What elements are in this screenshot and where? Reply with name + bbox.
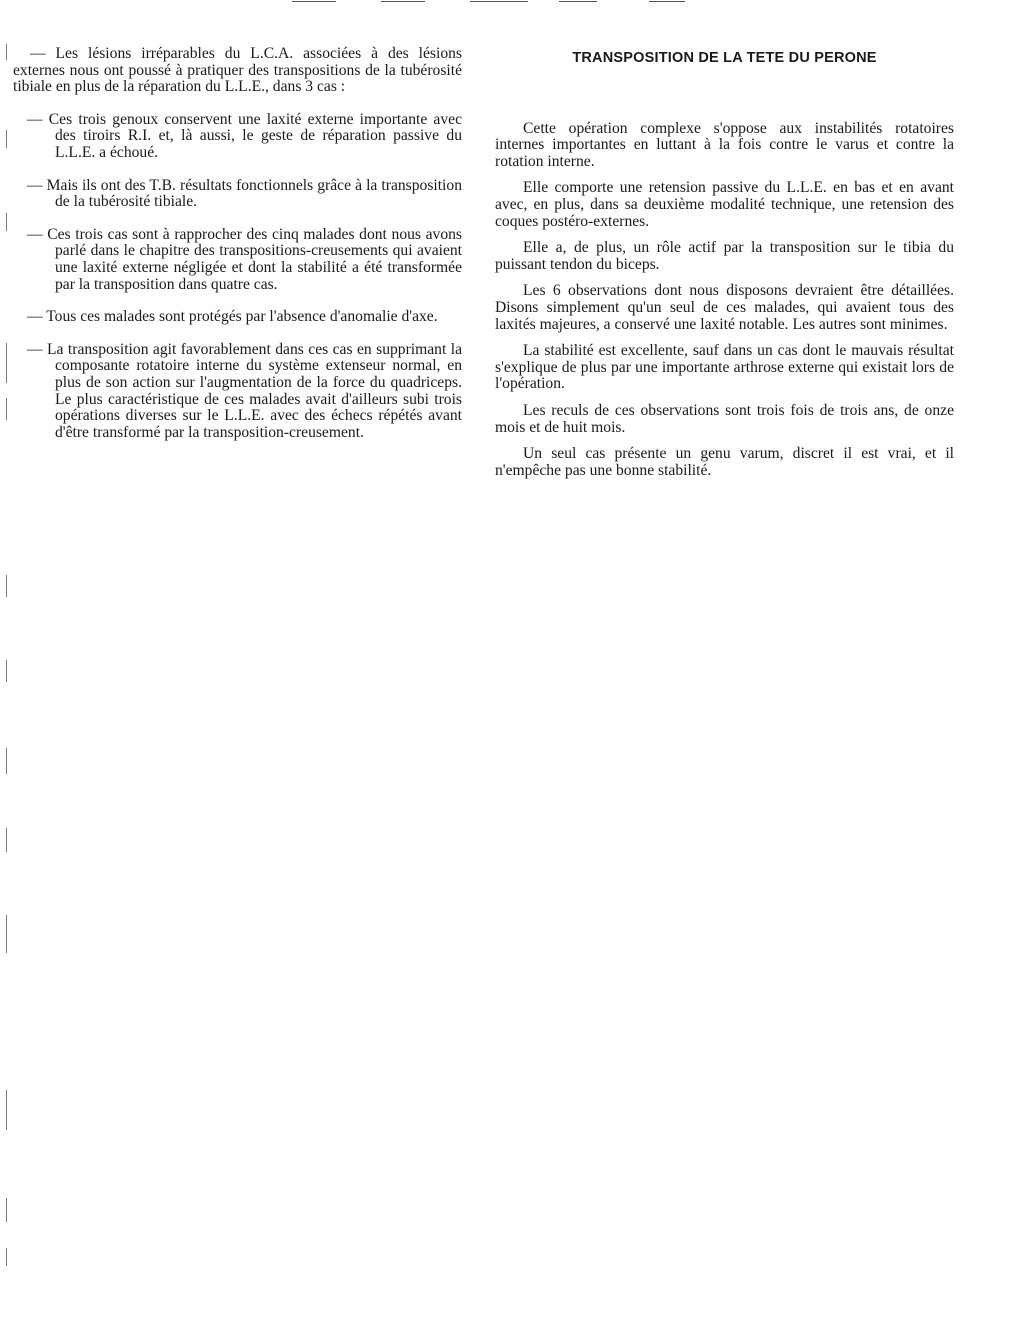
body-paragraph: Elle a, de plus, un rôle actif par la transposition sur le tibia du puissant tendon du biceps. bbox=[495, 239, 954, 273]
margin-mark bbox=[6, 915, 7, 953]
top-scan-rules bbox=[0, 0, 1010, 6]
margin-mark bbox=[6, 398, 7, 420]
margin-mark bbox=[6, 130, 7, 148]
margin-mark bbox=[6, 1090, 7, 1130]
body-paragraph: Un seul cas présente un genu varum, discret il est vrai, et il n'empêche pas une bonne stabilité. bbox=[495, 445, 954, 479]
body-paragraph: Elle comporte une retension passive du L.L.E. en bas et en avant avec, en plus, dans sa deuxième modalité technique, une retension des coques postéro-externes. bbox=[495, 179, 954, 230]
body-paragraph: Les reculs de ces observations sont trois fois de trois ans, de onze mois et de huit mois. bbox=[495, 401, 954, 436]
scan-rule bbox=[470, 1, 528, 2]
margin-mark bbox=[6, 575, 7, 597]
margin-mark bbox=[6, 1198, 7, 1222]
left-column bbox=[13, 46, 462, 457]
scan-rule bbox=[292, 1, 336, 2]
dash-item: — Tous ces malades sont protégés par l'absence d'anomalie d'axe. bbox=[27, 308, 438, 326]
margin-mark bbox=[6, 748, 7, 774]
margin-mark bbox=[6, 1248, 7, 1266]
body-paragraph: La stabilité est excellente, sauf dans un cas dont le mauvais résultat s'explique de plus par une importante arthrose externe qui existait lors de l'opération. bbox=[495, 342, 954, 393]
right-column bbox=[495, 46, 954, 489]
body-paragraph: Les 6 observations dont nous disposons devraient être détaillées. Disons simplement qu'un seul de ces malades, qui avaient tous des laxités majeures, a conservé une laxité notable. Les autres sont minimes. bbox=[495, 282, 954, 333]
dash-item: — Ces trois cas sont à rapprocher des cinq malades dont nous avons parlé dans le chapitre des transpositions-creusements qui avaient une laxité externe négligée et dont la stabilité a été transformée par la transposition dans quatre cas. bbox=[27, 225, 462, 293]
margin-mark bbox=[6, 343, 7, 383]
margin-mark bbox=[6, 660, 7, 682]
dash-item: — Mais ils ont des T.B. résultats fonctionnels grâce à la transposition de la tubérosité tibiale. bbox=[27, 176, 462, 211]
margin-mark bbox=[6, 44, 7, 60]
scan-rule bbox=[649, 1, 685, 2]
scan-rule bbox=[381, 1, 425, 2]
dash-item: — La transposition agit favorablement dans ces cas en supprimant la composante rotatoire interne du système extenseur normal, en plus de son action sur l'augmentation de la force du quadriceps. Le plus caractéristique de ces malades avait d'ailleurs subi trois opérations diverses sur le L.L.E. avec des échecs répétés avant d'être transformé par la transposition-creusement. bbox=[27, 340, 462, 441]
dash-item: — Ces trois genoux conservent une laxité externe importante avec des tiroirs R.I. et, là aussi, le geste de réparation passive du L.L.E. a échoué. bbox=[27, 110, 462, 161]
body-paragraph: Cette opération complexe s'oppose aux instabilités rotatoires internes importantes en luttant à la fois contre le varus et contre la rotation interne. bbox=[495, 119, 954, 170]
intro-paragraph: — Les lésions irréparables du L.C.A. associées à des lésions externes nous ont poussé à pratiquer des transpositions de la tubérosité tibiale en plus de la réparation du L.L.E., dans 3 cas : bbox=[13, 45, 462, 96]
scan-rule bbox=[559, 1, 597, 2]
margin-mark bbox=[6, 828, 7, 852]
section-heading: TRANSPOSITION DE LA TETE DU PERONE bbox=[572, 50, 877, 66]
margin-mark bbox=[6, 213, 7, 231]
